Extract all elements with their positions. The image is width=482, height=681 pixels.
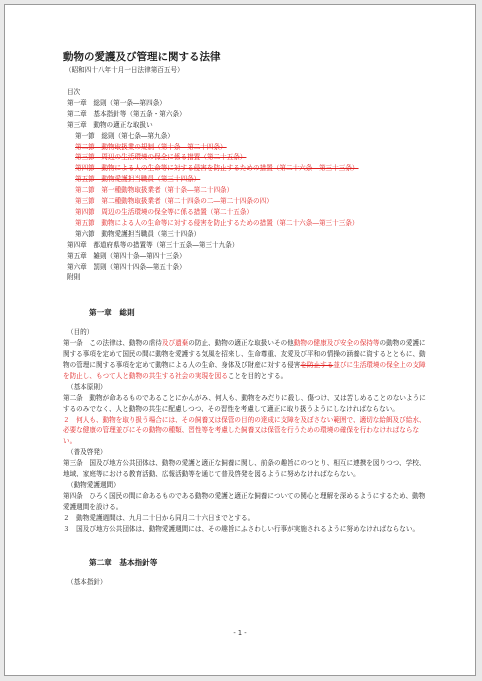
toc-chapter-2: 第二章 基本指針等（第五条・第六条）: [67, 109, 186, 118]
article-3-caption: （普及啓発）: [67, 448, 107, 457]
article-3: 第三条 国及び地方公共団体は、動物の愛護と適正な飼養に関し、前条の趣旨にのつとり、相互に連携を図りつつ、学校、地域、家庭等における教育活動、広報活動等を通じて普及啓発を図るように努めなければならない。: [63, 459, 426, 479]
article-4-paragraph-3: ３ 国及び地方公共団体は、動物愛護週間には、その趣旨にふさわしい行事が実施されるように努めなければならない。: [63, 524, 420, 533]
article-1-caption: （目的）: [67, 328, 94, 337]
toc-inserted-section-3: 第三節 第二種動物取扱業者（第二十四条の二―第二十四条の四）: [75, 197, 273, 206]
toc-chapter-5: 第五章 雑則（第四十条―第四十三条）: [67, 251, 186, 260]
article-4: 第四条 ひろく国民の間に命あるものである動物の愛護と適正な飼養についての関心と理解を深めるようにするため、動物愛護週間を設ける。: [63, 491, 426, 511]
article-1-amendment-2: 動物の健康及び安全の保持等: [293, 339, 380, 348]
toc-inserted-section-4: 第四節 周辺の生活環境の保全等に係る措置（第二十五条）: [75, 207, 254, 216]
article-2-paragraph-2: ２ 何人も、動物を取り扱う場合には、その飼養又は保管の目的の達成に支障を及ぼさない範囲で、適切な給餌及び給水、必要な健康の管理並びにその動物の種類、習性等を考慮した飼養又は保管を行うための環境の確保を行わなければならない。: [63, 415, 426, 446]
article-4-paragraph-2: ２ 動物愛護週間は、九月二十日から同月二十六日までとする。: [63, 513, 255, 522]
chapter-1-heading: 第一章 総則: [89, 308, 135, 318]
article-1-amendment-3: 並びに生活環境の保全上の支障を防止し、もつて人と動物の共生する社会の実現を図る: [63, 361, 426, 380]
law-enactment-date: （昭和四十八年十月一日法律第百五号）: [65, 66, 184, 74]
toc-inserted-section-5: 第五節 動物による人の生命等に対する侵害を防止するための措置（第二十六条―第三十三条）: [75, 218, 359, 227]
toc-heading: 目次: [67, 88, 81, 96]
article-1-text-3: の動物の愛護に関する事項を定めて国民の間に動物を愛護する気風を招来し、生命尊重、友愛及び平和の情操の涵養に資するとともに、動物の管理に関する事項を定めて動物による人の生命、身体及び財産に対する侵害: [63, 339, 426, 370]
chapter-2-heading: 第二章 基本指針等: [89, 557, 158, 567]
toc-section-6: 第六節 動物愛護担当職員（第三十四条）: [75, 229, 201, 238]
toc-deleted-section-3: 第三節 周辺の生活環境の保全に係る措置（第二十五条）: [75, 153, 247, 162]
article-2-caption: （基本原則）: [67, 382, 107, 391]
table-of-contents: [63, 87, 429, 283]
toc-chapter-3: 第三章 動物の適正な取扱い: [67, 120, 153, 129]
article-1: [63, 338, 429, 382]
toc-section-1: 第一節 総則（第七条―第九条）: [75, 131, 174, 140]
toc-deleted-section-5: 第五節 動物愛護担当職員（第三十四条）: [75, 175, 201, 184]
article-1-text-1: 第一条 この法律は、動物の虐待: [63, 339, 162, 348]
article-1-amendment-1: 及び遺棄: [161, 339, 189, 348]
article-2: 第二条 動物が命あるものであることにかんがみ、何人も、動物をみだりに殺し、傷つけ、又は苦しめることのないようにするのみでなく、人と動物の共生に配慮しつつ、その習性を考慮して適正に取り扱うようにしなければならない。: [63, 393, 426, 413]
toc-deleted-section-2: 第二節 動物取扱業の規制（第十条―第二十四条）: [75, 142, 227, 151]
article-1-text-4: ことを目的とする。: [227, 371, 288, 380]
toc-chapter-4: 第四章 都道府県等の措置等（第三十五条―第三十九条）: [67, 240, 239, 249]
article-5-caption: （基本指針）: [67, 577, 107, 586]
toc-chapter-6: 第六章 罰則（第四十四条―第五十条）: [67, 262, 186, 271]
law-title: 動物の愛護及び管理に関する法律: [63, 51, 221, 63]
article-4-caption: （動物愛護週間）: [67, 481, 120, 489]
document-page: [4, 4, 476, 676]
article-1-text-2: の防止、動物の適正な取扱いその他: [188, 339, 294, 348]
article-1-deletion: を防止する: [300, 361, 334, 370]
page-content: [63, 50, 429, 587]
page-number: - 1 -: [233, 629, 247, 637]
toc-supplementary-provisions: 附則: [67, 273, 81, 282]
toc-deleted-section-4: 第四節 動物による人の生命等に対する侵害を防止するための措置（第二十六条―第三十三条）: [75, 164, 359, 173]
toc-inserted-section-2: 第二節 第一種動物取扱業者（第十条―第二十四条）: [75, 186, 234, 195]
toc-chapter-1: 第一章 総則（第一条―第四条）: [67, 98, 166, 107]
